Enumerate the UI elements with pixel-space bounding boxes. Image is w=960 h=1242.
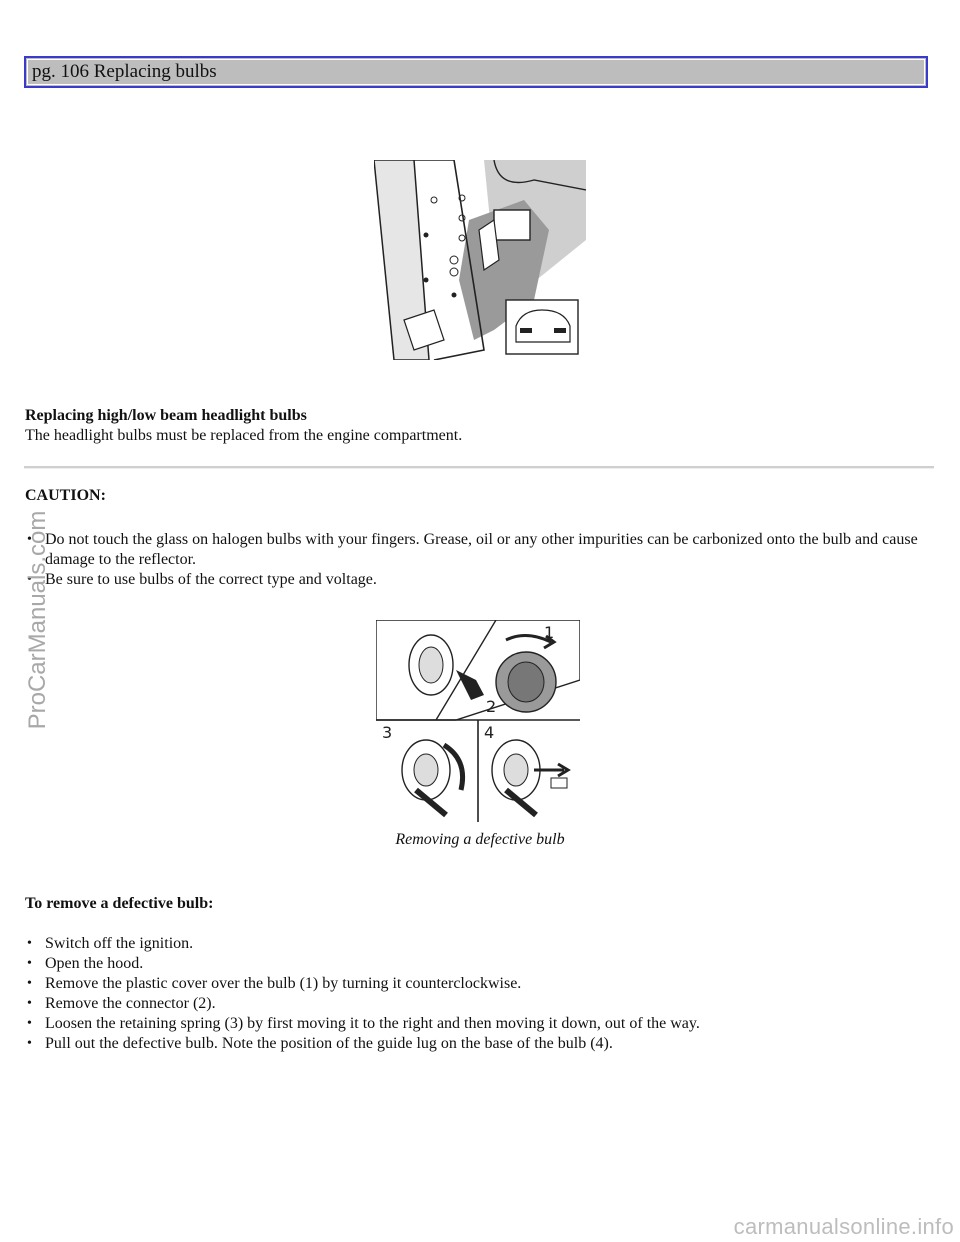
divider: [24, 466, 934, 469]
page-title: pg. 106 Replacing bulbs: [32, 61, 217, 82]
section-heading: Replacing high/low beam headlight bulbs: [25, 407, 307, 424]
footer-watermark: carmanualsonline.info: [733, 1214, 954, 1239]
remove-step: • Pull out the defective bulb. Note the position of the guide lug on the base of the bulb (4).: [25, 1034, 925, 1054]
caution-item: • Be sure to use bulbs of the correct type and voltage.: [25, 570, 925, 590]
bulb-removal-illustration: [376, 620, 580, 822]
caution-item: • Do not touch the glass on halogen bulbs with your fingers. Grease, oil or any other impurities can be carbonized onto the bulb and cause damage to the reflector.: [25, 530, 925, 570]
caution-heading: CAUTION:: [25, 487, 106, 504]
step-3-label: 3: [382, 723, 393, 742]
remove-steps-list: [25, 934, 925, 1054]
figure-caption: Removing a defective bulb: [395, 831, 565, 848]
remove-step: • Loosen the retaining spring (3) by first moving it to the right and then moving it down, out of the way.: [25, 1014, 925, 1034]
remove-step: • Remove the connector (2).: [25, 994, 925, 1014]
step-4-label: 4: [484, 723, 495, 742]
remove-step: • Open the hood.: [25, 954, 925, 974]
caution-list: [25, 530, 925, 590]
page-header: [24, 56, 928, 88]
remove-step: • Remove the plastic cover over the bulb (1) by turning it counterclockwise.: [25, 974, 925, 994]
step-2-label: 2: [486, 697, 497, 716]
step-1-label: 1: [544, 623, 555, 642]
remove-heading: To remove a defective bulb:: [25, 895, 214, 912]
section-text: The headlight bulbs must be replaced from the engine compartment.: [25, 427, 463, 444]
engine-compartment-illustration: [374, 160, 586, 360]
side-watermark: ProCarManuals.com: [24, 510, 51, 730]
remove-step: • Switch off the ignition.: [25, 934, 925, 954]
